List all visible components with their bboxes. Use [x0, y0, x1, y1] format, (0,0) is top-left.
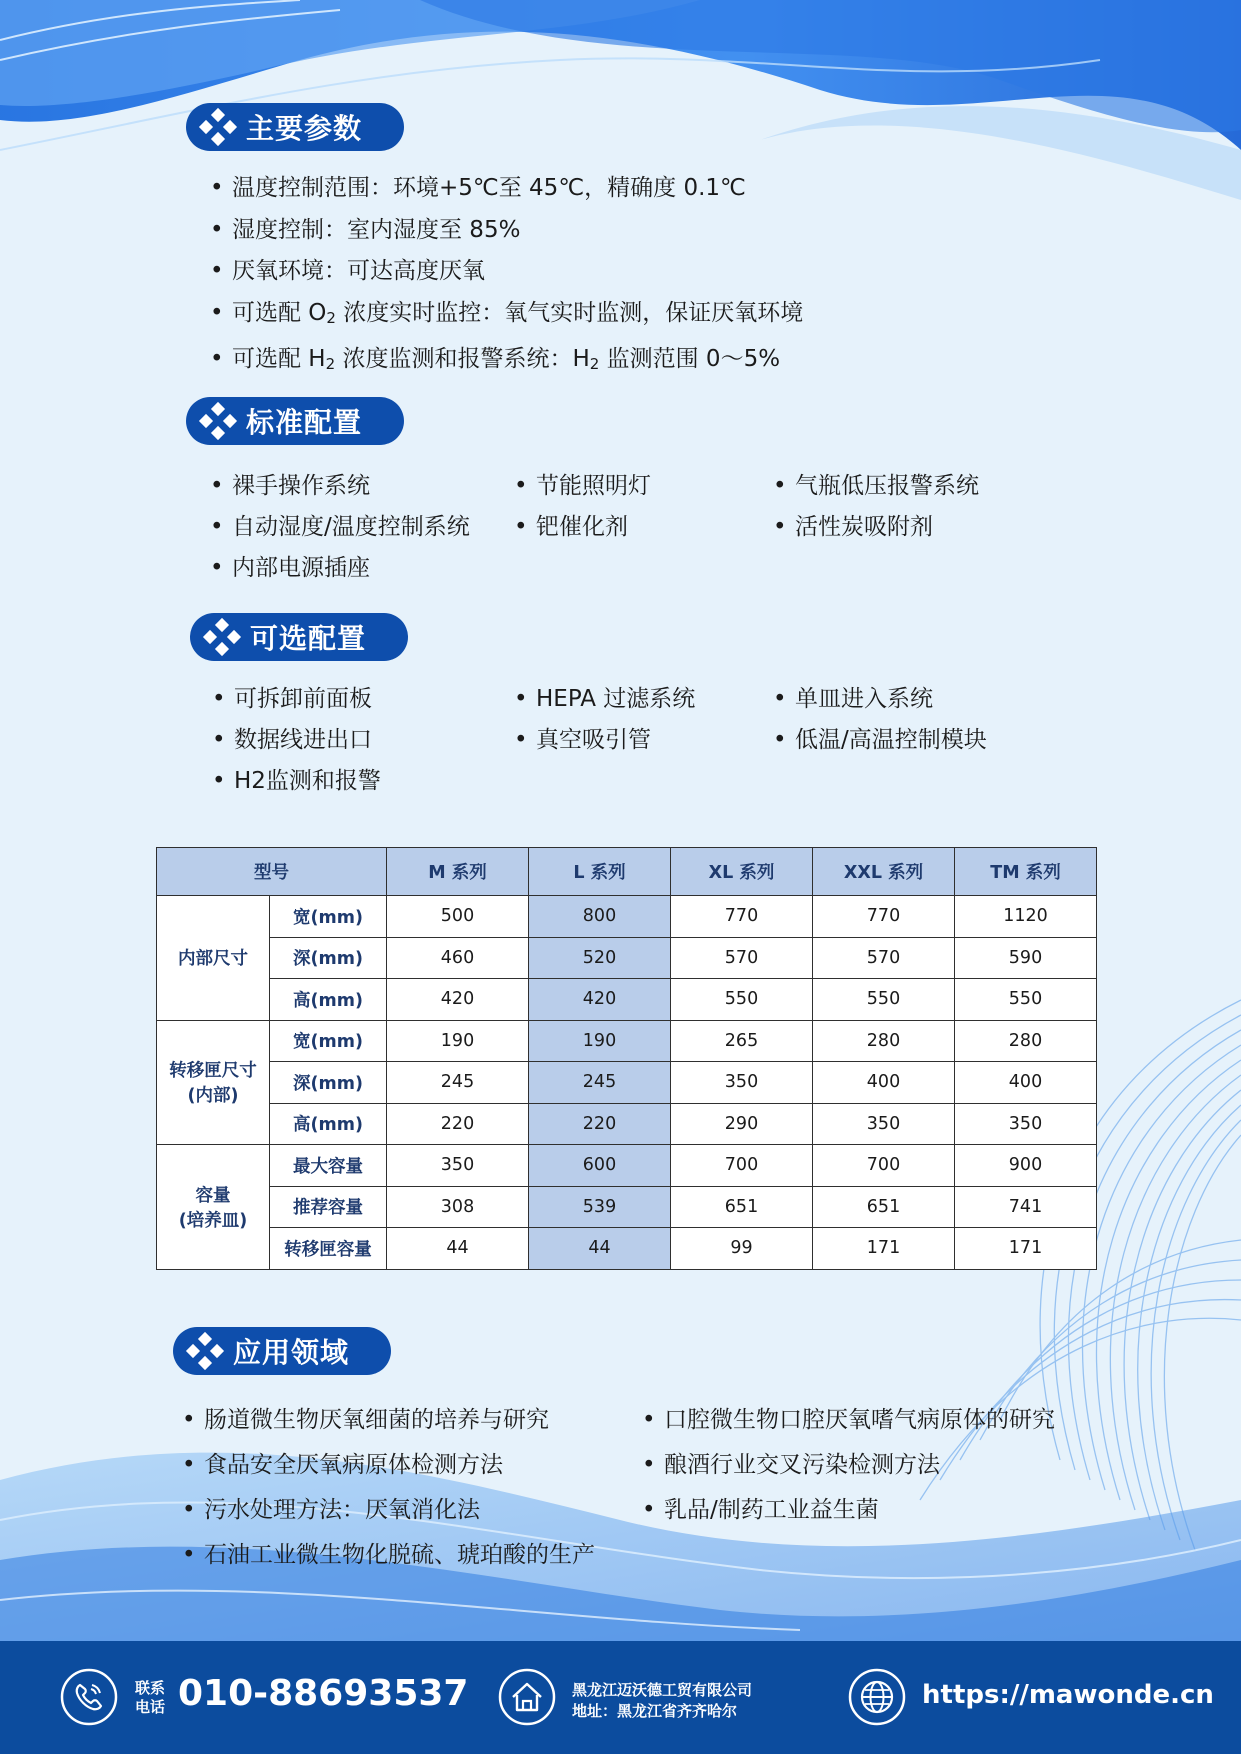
- table-cell: 280: [813, 1020, 955, 1062]
- contact-label: 联系 电话: [135, 1679, 166, 1716]
- company-name: 黑龙江迈沃德工贸有限公司: [572, 1681, 753, 1699]
- table-cell: 700: [671, 1145, 813, 1187]
- list-item-h2: • 可选配 $H_2$ 浓度监测和报警系统：$H_2$ 监测范围 0～5%: [210, 339, 803, 386]
- table-cell: 770: [813, 896, 955, 938]
- section-title: 可选配置: [250, 622, 367, 655]
- table-cell: 550: [671, 979, 813, 1021]
- row-label: 高(mm): [270, 1103, 387, 1145]
- table-cell: 570: [813, 937, 955, 979]
- list-item: • 食品安全厌氧病原体检测方法: [182, 1445, 642, 1486]
- list-item: • 口腔微生物口腔厌氧嗜气病原体的研究: [642, 1400, 1112, 1441]
- section-title: 标准配置: [246, 406, 363, 439]
- table-cell: 308: [387, 1186, 529, 1228]
- section-header-optional: [190, 613, 408, 661]
- list-item: • 气瓶低压报警系统: [773, 466, 1033, 507]
- table-row: [157, 1062, 1097, 1104]
- list-item: • 节能照明灯: [514, 466, 773, 507]
- optional-list: [212, 679, 1033, 802]
- table-cell: 700: [813, 1145, 955, 1187]
- table-cell: 539: [529, 1186, 671, 1228]
- table-cell: 171: [955, 1228, 1097, 1270]
- section-header-params: [186, 103, 404, 151]
- table-cell: 800: [529, 896, 671, 938]
- table-cell: 420: [387, 979, 529, 1021]
- table-cell: 44: [529, 1228, 671, 1270]
- table-cell: 245: [529, 1062, 671, 1104]
- table-cell: 290: [671, 1103, 813, 1145]
- table-cell: 570: [671, 937, 813, 979]
- section-title: 主要参数: [246, 112, 363, 145]
- table-row: [157, 937, 1097, 979]
- spec-table: [156, 847, 1097, 1270]
- table-row: [157, 1228, 1097, 1270]
- row-label: 转移匣容量: [270, 1228, 387, 1270]
- list-item: • 石油工业微生物化脱硫、琥珀酸的生产: [182, 1535, 642, 1576]
- list-item: • 内部电源插座: [210, 548, 514, 589]
- list-item: • 活性炭吸附剂: [773, 507, 1033, 548]
- table-cell: 500: [387, 896, 529, 938]
- table-cell: 350: [955, 1103, 1097, 1145]
- table-cell: 280: [955, 1020, 1097, 1062]
- group-label: 容量 (培养皿): [157, 1145, 270, 1270]
- row-label: 深(mm): [270, 1062, 387, 1104]
- table-cell: 741: [955, 1186, 1097, 1228]
- table-cell: 400: [955, 1062, 1097, 1104]
- table-cell: 99: [671, 1228, 813, 1270]
- table-cell: 520: [529, 937, 671, 979]
- footer-bar: [0, 1641, 1241, 1754]
- list-item: • 乳品/制药工业益生菌: [642, 1490, 1112, 1531]
- list-item: • 低温/高温控制模块: [773, 720, 1033, 761]
- table-cell: 350: [671, 1062, 813, 1104]
- phone-icon: [60, 1668, 118, 1726]
- table-cell: 190: [387, 1020, 529, 1062]
- list-item: • 可拆卸前面板: [212, 679, 514, 720]
- table-cell: 1120: [955, 896, 1097, 938]
- home-icon: [498, 1668, 556, 1726]
- group-label: 转移匣尺寸 (内部): [157, 1020, 270, 1145]
- row-label: 推荐容量: [270, 1186, 387, 1228]
- row-label: 最大容量: [270, 1145, 387, 1187]
- website-link[interactable]: https://mawonde.cn: [922, 1680, 1214, 1710]
- row-label: 深(mm): [270, 937, 387, 979]
- table-cell: 171: [813, 1228, 955, 1270]
- table-row: [157, 1103, 1097, 1145]
- phone-number: 010-88693537: [178, 1673, 469, 1714]
- list-item: • 厌氧环境：可达高度厌氧: [210, 251, 803, 293]
- row-label: 宽(mm): [270, 896, 387, 938]
- diamond-cluster-icon: [202, 617, 242, 657]
- table-row: [157, 1020, 1097, 1062]
- table-row: [157, 1186, 1097, 1228]
- list-item: • HEPA 过滤系统: [514, 679, 773, 720]
- table-cell: 770: [671, 896, 813, 938]
- section-title: 应用领域: [233, 1336, 350, 1369]
- table-cell: 245: [387, 1062, 529, 1104]
- standard-list: [210, 466, 1033, 589]
- table-cell: 550: [955, 979, 1097, 1021]
- table-cell: 350: [813, 1103, 955, 1145]
- globe-icon: [848, 1668, 906, 1726]
- table-cell: 220: [387, 1103, 529, 1145]
- table-header-cell: L 系列: [529, 848, 671, 896]
- params-list: [210, 168, 803, 386]
- table-cell: 651: [813, 1186, 955, 1228]
- group-label: 内部尺寸: [157, 896, 270, 1021]
- table-cell: 350: [387, 1145, 529, 1187]
- list-item: • 湿度控制：室内湿度至 85%: [210, 210, 803, 252]
- diamond-cluster-icon: [198, 401, 238, 441]
- list-item: • 真空吸引管: [514, 720, 773, 761]
- list-item: • 温度控制范围：环境+5℃至 45℃，精确度 0.1℃: [210, 168, 803, 210]
- table-row: [157, 1145, 1097, 1187]
- table-cell: 265: [671, 1020, 813, 1062]
- diamond-cluster-icon: [198, 107, 238, 147]
- table-header-model: 型号: [157, 848, 387, 896]
- table-cell: 44: [387, 1228, 529, 1270]
- list-item: • 肠道微生物厌氧细菌的培养与研究: [182, 1400, 642, 1441]
- list-item: • 单皿进入系统: [773, 679, 1033, 720]
- list-item: • 裸手操作系统: [210, 466, 514, 507]
- table-cell: 400: [813, 1062, 955, 1104]
- diamond-cluster-icon: [185, 1331, 225, 1371]
- list-item: • 数据线进出口: [212, 720, 514, 761]
- company-address: 地址：黑龙江省齐齐哈尔: [572, 1702, 738, 1720]
- table-header-cell: M 系列: [387, 848, 529, 896]
- table-header-cell: XXL 系列: [813, 848, 955, 896]
- list-item: • 污水处理方法：厌氧消化法: [182, 1490, 642, 1531]
- list-item: • 自动湿度/温度控制系统: [210, 507, 514, 548]
- row-label: 高(mm): [270, 979, 387, 1021]
- list-item: • H2监测和报警: [212, 761, 514, 802]
- table-cell: 550: [813, 979, 955, 1021]
- table-cell: 590: [955, 937, 1097, 979]
- table-cell: 900: [955, 1145, 1097, 1187]
- list-item-o2: • 可选配 $O_2$ 浓度实时监控：氧气实时监测，保证厌氧环境: [210, 293, 803, 340]
- table-cell: 600: [529, 1145, 671, 1187]
- table-row: [157, 979, 1097, 1021]
- list-item: • 酿酒行业交叉污染检测方法: [642, 1445, 1112, 1486]
- table-cell: 420: [529, 979, 671, 1021]
- section-header-standard: [186, 397, 404, 445]
- table-cell: 460: [387, 937, 529, 979]
- table-cell: 190: [529, 1020, 671, 1062]
- table-cell: 220: [529, 1103, 671, 1145]
- row-label: 宽(mm): [270, 1020, 387, 1062]
- table-header-cell: TM 系列: [955, 848, 1097, 896]
- list-item: • 钯催化剂: [514, 507, 773, 548]
- table-row: [157, 896, 1097, 938]
- table-header-cell: XL 系列: [671, 848, 813, 896]
- section-header-applications: [173, 1327, 391, 1375]
- applications-list: [182, 1400, 1112, 1576]
- table-cell: 651: [671, 1186, 813, 1228]
- table-header-row: [157, 848, 1097, 896]
